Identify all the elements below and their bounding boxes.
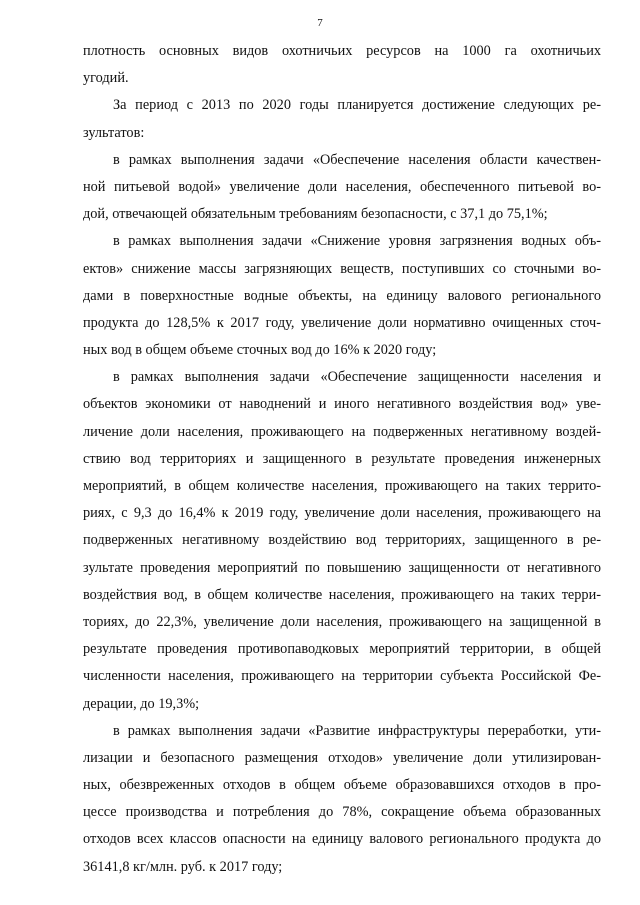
- paragraph-planned-results: [83, 92, 601, 146]
- text-line: объектов экономики от наводнений и иного негативного воздействия вод» уве-: [83, 396, 601, 413]
- text-line: дой, отвечающей обязательным требованиям безопасности, с 37,1 до 75,1%;: [83, 206, 548, 223]
- text-line: дами в поверхностные водные объекты, на единицу валового регионального: [83, 287, 601, 304]
- text-line: в рамках выполнения задачи «Обеспечение населения области качествен-: [113, 151, 601, 168]
- text-line: ных, обезвреженных отходов в общем объеме образовавшихся отходов в про-: [83, 777, 601, 794]
- text-line: численности населения, проживающего на территории субъекта Российской Фе-: [83, 668, 601, 685]
- text-line: зультате проведения мероприятий по повышению защищенности от негативного: [83, 559, 601, 576]
- paragraph-waste-infrastructure: [83, 718, 601, 881]
- text-line: риях, с 9,3 до 16,4% к 2019 году, увеличение доли населения, проживающего на: [83, 505, 601, 522]
- text-line: ной питьевой водой» увеличение доли населения, обеспеченного питьевой во-: [83, 178, 601, 195]
- text-line: лизации и безопасного размещения отходов» увеличение доли утилизирован-: [83, 749, 601, 766]
- text-line: ектов» снижение массы загрязняющих веществ, поступивших со сточными во-: [83, 260, 601, 277]
- text-line: ных вод в общем объеме сточных вод до 16% к 2020 году;: [83, 342, 437, 359]
- text-line: в рамках выполнения задачи «Обеспечение защищенности населения и: [113, 369, 601, 386]
- document-body: [83, 38, 601, 881]
- text-line: в рамках выполнения задачи «Снижение уровня загрязнения водных объ-: [113, 233, 601, 250]
- text-line: в рамках выполнения задачи «Развитие инфраструктуры переработки, ути-: [113, 722, 601, 739]
- text-line: цессе производства и потребления до 78%, сокращение объема образованных: [83, 804, 601, 821]
- text-line: ториях, до 22,3%, увеличение доли населения, проживающего на защищенной в: [83, 613, 601, 630]
- text-line: личение доли населения, проживающего на подверженных негативному воздей-: [83, 423, 601, 440]
- text-line: За период с 2013 по 2020 годы планируется достижение следующих ре-: [113, 97, 601, 114]
- text-line: отходов всех классов опасности на единицу валового регионального продукта до: [83, 831, 601, 848]
- text-line: плотность основных видов охотничьих ресурсов на 1000 га охотничьих: [83, 43, 601, 59]
- text-line: угодий.: [83, 70, 129, 87]
- paragraph-drinking-water: [83, 147, 601, 229]
- page-number: 7: [317, 17, 323, 29]
- paragraph-hunting-resources: [83, 38, 601, 92]
- text-line: ствию вод территориях и защищенного в результате проведения инженерных: [83, 450, 601, 467]
- text-line: 36141,8 кг/млн. руб. к 2017 году;: [83, 858, 283, 875]
- text-line: продукта до 128,5% к 2017 году, увеличение доли нормативно очищенных сточ-: [83, 314, 601, 331]
- paragraph-flood-protection: [83, 364, 601, 717]
- text-line: воздействия вод, в общем количестве населения, проживающего на таких терри-: [83, 586, 601, 603]
- text-line: подверженных негативному воздействию вод территориях, защищенного в ре-: [83, 532, 601, 549]
- text-line: дерации, до 19,3%;: [83, 695, 200, 712]
- paragraph-water-pollution: [83, 228, 601, 364]
- text-line: мероприятий, в общем количестве населения, проживающего на таких террито-: [83, 478, 601, 494]
- text-line: зультатов:: [83, 124, 145, 141]
- text-line: результате проведения противопаводковых мероприятий территории, в общей: [83, 641, 601, 658]
